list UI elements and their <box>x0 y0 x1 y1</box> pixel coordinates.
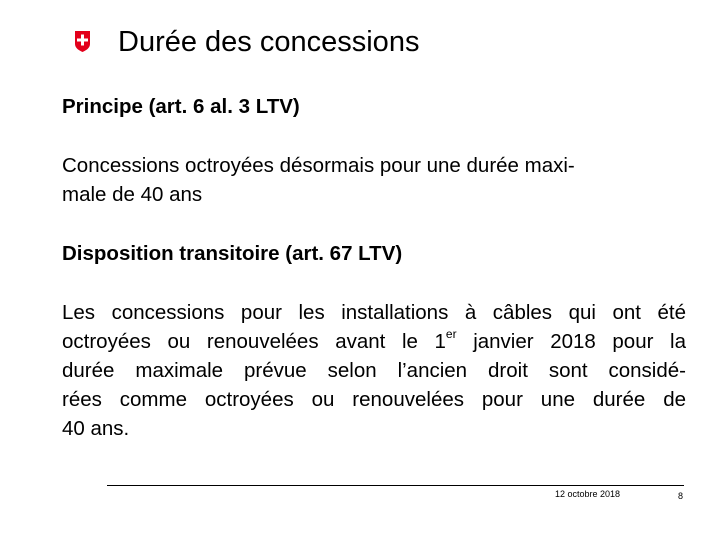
principle-text-line: male de 40 ans <box>62 183 203 206</box>
principle-text <box>62 151 686 209</box>
slide-content <box>62 92 686 443</box>
page-number: 8 <box>678 491 684 501</box>
date-text-after: janvier 2018 pour la <box>456 330 687 353</box>
principle-heading: Principe (art. 6 al. 3 LTV) <box>62 95 300 118</box>
transitional-text-line: durée maximale prévue selon l’ancien droit sont considé- <box>62 359 686 382</box>
swiss-cross-icon <box>72 31 93 52</box>
footer-divider <box>107 485 684 486</box>
transitional-text-line: rées comme octroyées ou renouvelées pour une durée de <box>62 388 686 411</box>
principle-text-line: Concessions octroyées désormais pour une durée maxi- <box>62 154 575 177</box>
transitional-heading: Disposition transitoire (art. 67 LTV) <box>62 242 403 265</box>
slide-title: Durée des concessions <box>118 26 420 58</box>
transitional-text-line: Les concessions pour les installations à câbles qui ont été <box>62 301 686 324</box>
transitional-text <box>62 298 686 443</box>
footer-date: 12 octobre 2018 <box>555 489 621 499</box>
transitional-text-line: 40 ans. <box>62 417 130 440</box>
date-text-before: octroyées ou renouvelées avant le 1 <box>62 330 446 353</box>
transitional-text-line <box>62 327 686 356</box>
ordinal-superscript: er <box>445 327 457 342</box>
